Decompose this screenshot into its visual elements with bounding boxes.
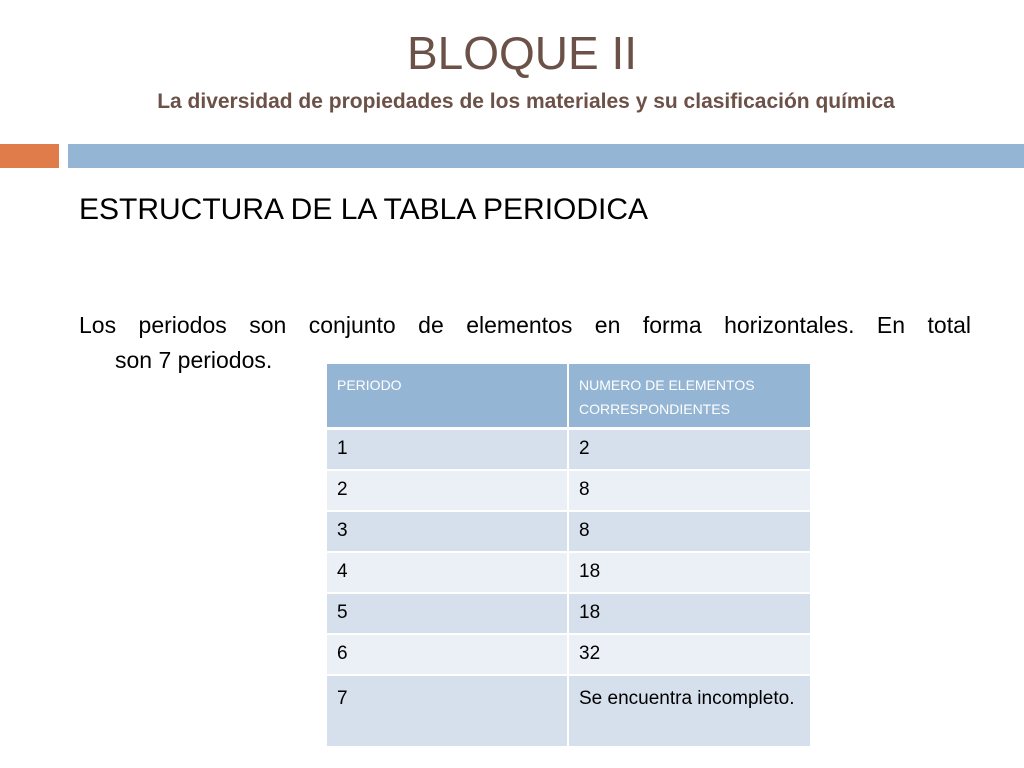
header-divider-bar — [68, 144, 1024, 168]
cell-periodo: 4 — [327, 552, 568, 593]
table-row — [327, 675, 810, 747]
accent-bar — [0, 144, 59, 168]
cell-periodo: 6 — [327, 634, 568, 675]
slide-subtitle: La diversidad de propiedades de los materiales y su clasificación química — [157, 90, 895, 113]
table-row — [327, 634, 810, 675]
cell-periodo: 5 — [327, 593, 568, 634]
slide-title: BLOQUE II — [406, 27, 638, 79]
cell-elementos: Se encuentra incompleto. — [568, 675, 810, 747]
cell-elementos: 18 — [568, 593, 810, 634]
cell-elementos: 8 — [568, 511, 810, 552]
table-header-row — [327, 364, 810, 429]
header-numero-elementos: NUMERO DE ELEMENTOS CORRESPONDIENTES — [568, 364, 810, 429]
table-row — [327, 552, 810, 593]
cell-elementos: 32 — [568, 634, 810, 675]
cell-periodo: 2 — [327, 470, 568, 511]
cell-elementos: 18 — [568, 552, 810, 593]
paragraph-line-2: son 7 periodos. — [115, 347, 273, 373]
periods-table — [327, 364, 810, 748]
section-heading: ESTRUCTURA DE LA TABLA PERIODICA — [79, 193, 649, 226]
table-row — [327, 429, 810, 470]
cell-elementos: 8 — [568, 470, 810, 511]
cell-elementos: 2 — [568, 429, 810, 470]
paragraph-line-1: Los periodos son conjunto de elementos en forma horizontales. En total — [79, 312, 971, 338]
table-row — [327, 593, 810, 634]
cell-periodo: 1 — [327, 429, 568, 470]
table-row — [327, 511, 810, 552]
header-periodo: PERIODO — [327, 364, 568, 429]
table-row — [327, 470, 810, 511]
cell-periodo: 3 — [327, 511, 568, 552]
cell-periodo: 7 — [327, 675, 568, 747]
